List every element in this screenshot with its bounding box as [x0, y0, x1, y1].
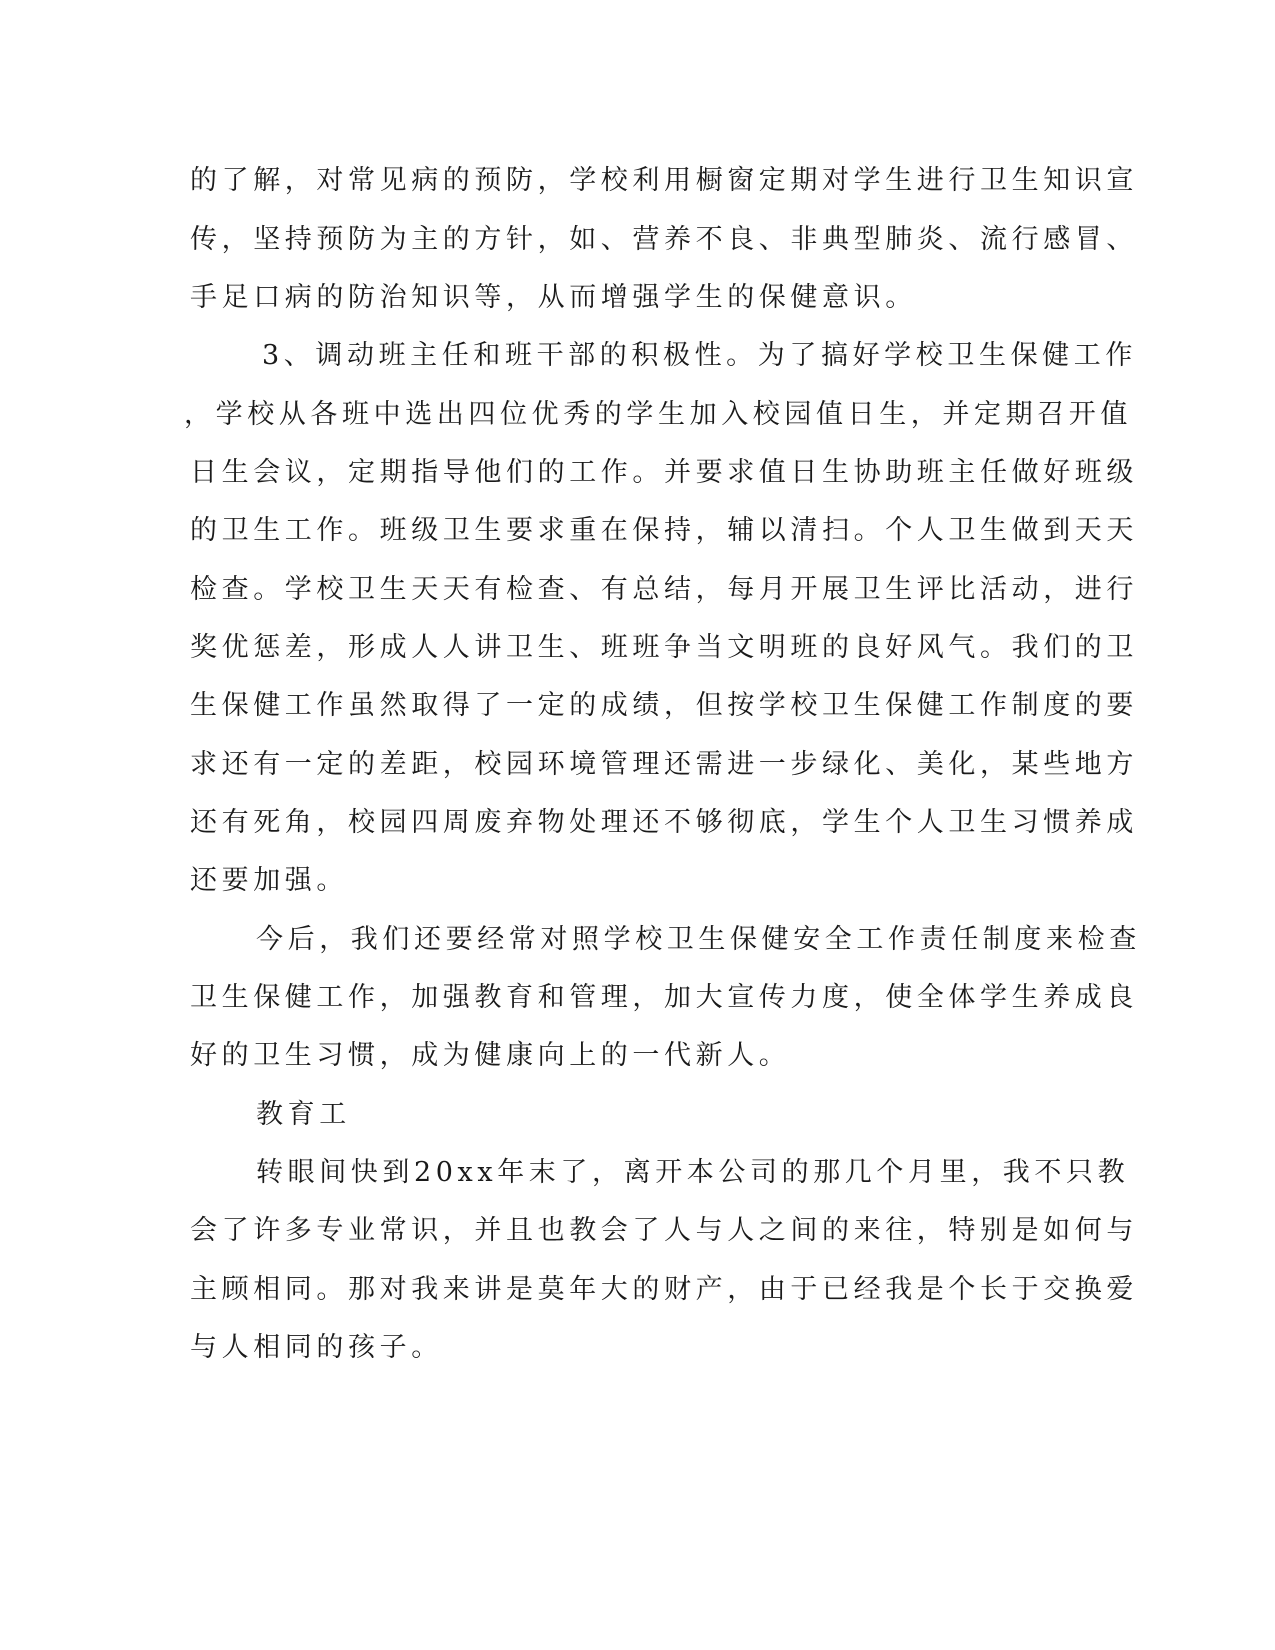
- text-line: 3、调动班主任和班干部的积极性。为了搞好学校卫生保健工作: [262, 340, 1137, 371]
- text-line: 的了解，对常见病的预防，学校利用橱窗定期对学生进行卫生知识宣: [190, 165, 1138, 196]
- text-line: 检查。学校卫生天天有检查、有总结，每月开展卫生评比活动，进行: [190, 574, 1138, 605]
- text-line: 主顾相同。那对我来讲是莫年大的财产，由于已经我是个长于交换爱: [190, 1274, 1138, 1305]
- text-line: 日生会议，定期指导他们的工作。并要求值日生协助班主任做好班级: [190, 457, 1138, 488]
- text-line: 还有死角，校园四周废弃物处理还不够彻底，学生个人卫生习惯养成: [190, 807, 1138, 838]
- text-line: 与人相同的孩子。: [190, 1332, 443, 1363]
- text-line: 的卫生工作。班级卫生要求重在保持，辅以清扫。个人卫生做到天天: [190, 515, 1138, 546]
- text-line: 还要加强。: [190, 865, 348, 896]
- text-line: 今后，我们还要经常对照学校卫生保健安全工作责任制度来检查: [256, 924, 1141, 955]
- text-line: 传，坚持预防为主的方针，如、营养不良、非典型肺炎、流行感冒、: [190, 224, 1138, 255]
- text-line: 会了许多专业常识，并且也教会了人与人之间的来往，特别是如何与: [190, 1215, 1138, 1246]
- text-line: 手足口病的防治知识等，从而增强学生的保健意识。: [190, 282, 917, 313]
- text-line: 求还有一定的差距，校园环境管理还需进一步绿化、美化，某些地方: [190, 749, 1138, 780]
- text-line: 卫生保健工作，加强教育和管理，加大宣传力度，使全体学生养成良: [190, 982, 1138, 1013]
- text-line: ，学校从各班中选出四位优秀的学生加入校园值日生，并定期召开值: [184, 399, 1132, 430]
- text-line: 教育工: [256, 1099, 351, 1130]
- text-line: 转眼间快到20xx年末了，离开本公司的那几个月里，我不只教: [256, 1157, 1130, 1188]
- text-line: 奖优惩差，形成人人讲卫生、班班争当文明班的良好风气。我们的卫: [190, 632, 1138, 663]
- text-line: 好的卫生习惯，成为健康向上的一代新人。: [190, 1040, 791, 1071]
- text-line: 生保健工作虽然取得了一定的成绩，但按学校卫生保健工作制度的要: [190, 690, 1138, 721]
